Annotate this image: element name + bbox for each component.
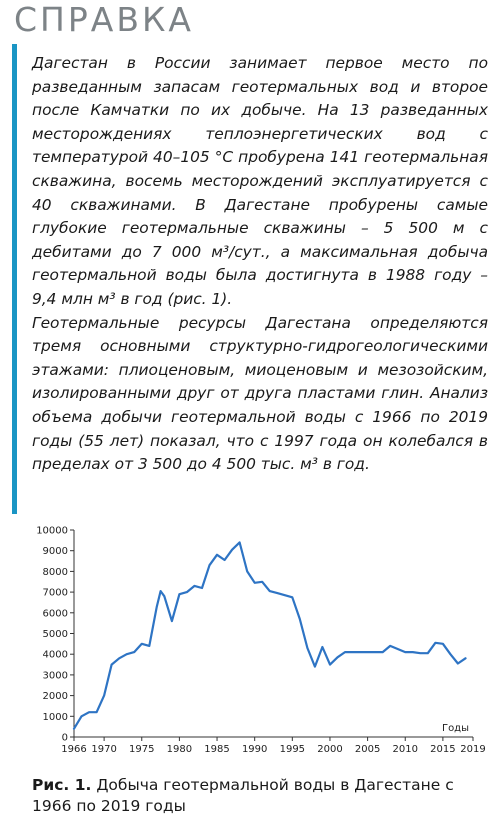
x-tick-label: 2010 — [392, 744, 418, 755]
x-tick-label: 1980 — [166, 744, 193, 755]
y-tick-label: 5000 — [42, 629, 68, 640]
x-tick-label: 2005 — [354, 744, 381, 755]
series-layer — [74, 542, 466, 728]
series-line-0 — [74, 542, 466, 728]
article-body — [32, 52, 488, 477]
caption-label: Рис. 1. — [32, 776, 92, 794]
figure-caption — [32, 775, 488, 817]
y-tick-label: 0 — [61, 732, 68, 744]
x-tick-label: 1990 — [241, 744, 268, 755]
x-tick-label: 2000 — [317, 744, 343, 755]
x-axis-ticks — [61, 737, 485, 755]
paragraph-1: Дагестан в России занимает первое место по разведанным запасам геотермальных вод и второе после Камчатки по их добыче. На 13 разведанных месторождениях теплоэнергетических вод с температурой 40–105 °С пробурена 141 геотермальная скважина, восемь месторождений эксплуатируется с 40 скважинами. В Дагестане пробурены самые глубокие геотермальные скважины – 5 500 м с дебитами до 7 000 м³/сут., а максимальная добыча геотермальной воды была достигнута в 1988 году – 9,4 млн м³ в год (рис. 1). — [32, 54, 488, 308]
x-tick-label: 1970 — [91, 744, 117, 755]
x-tick-label: 1995 — [279, 744, 306, 755]
production-chart — [28, 520, 490, 756]
y-tick-label: 1000 — [42, 711, 68, 723]
x-tick-label: 1985 — [204, 744, 230, 755]
paragraph-2: Геотермальные ресурсы Дагестана определяются тремя основными структурно-гидрогеологическими этажами: плиоценовым, миоценовым и мезозойским, изолированными друг от друга пластами глин. Анализ объема добычи геотермальной воды с 1966 по 2019 годы (55 лет) показал, что с 1997 года он колебался в пределах от 3 500 до 4 500 тыс. м³ в год. — [32, 313, 488, 474]
y-tick-label: 8000 — [42, 566, 68, 578]
x-tick-label: 1975 — [129, 744, 155, 755]
y-tick-label: 3000 — [42, 670, 68, 682]
section-header: СПРАВКА — [14, 0, 194, 39]
chart-axes — [74, 530, 473, 737]
x-axis-label: Годы — [441, 723, 469, 734]
y-tick-label: 9000 — [42, 546, 68, 558]
caption-text: Добыча геотермальной воды в Дагестане с 1966 по 2019 годы — [32, 776, 454, 815]
y-tick-label: 6000 — [42, 608, 68, 620]
y-tick-label: 7000 — [42, 587, 68, 599]
y-tick-label: 4000 — [42, 649, 68, 661]
x-tick-label: 2015 — [430, 744, 456, 755]
x-tick-label: 2019 — [460, 744, 486, 755]
accent-bar — [12, 44, 17, 514]
y-tick-label: 2000 — [42, 691, 68, 703]
x-tick-label: 1966 — [61, 744, 87, 755]
y-axis-ticks — [36, 526, 74, 744]
y-tick-label: 10000 — [36, 525, 68, 537]
